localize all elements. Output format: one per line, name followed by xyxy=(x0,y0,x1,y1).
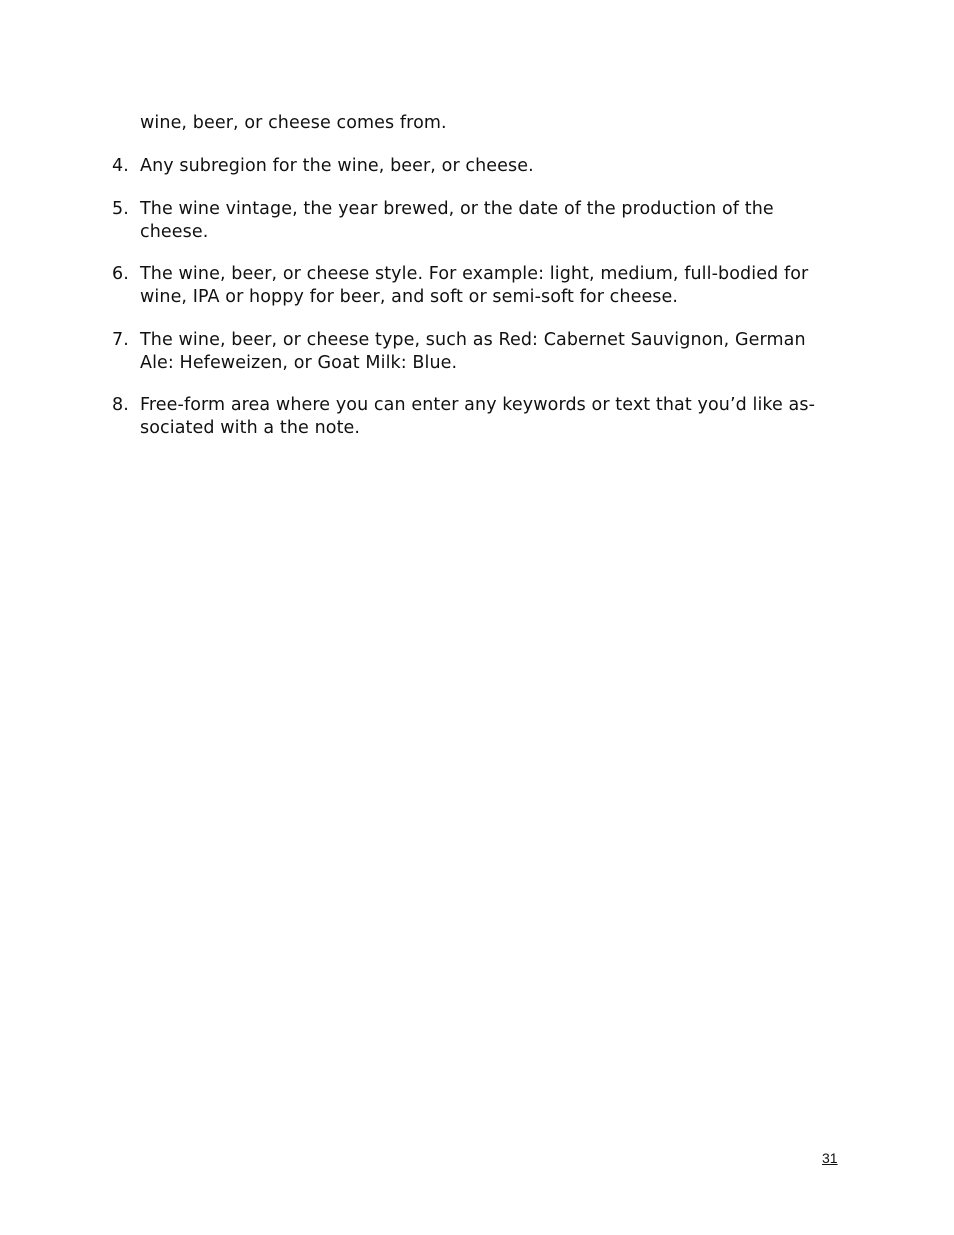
list-item-text: Free-form area where you can enter any keywords or text that you’d like as-sociated with a the note. xyxy=(140,395,816,438)
list-item-number: 6. xyxy=(112,264,129,284)
list-item-number: 7. xyxy=(112,329,129,350)
list-item-text: Any subregion for the wine, beer, or cheese. xyxy=(140,156,534,176)
list-item-text: The wine, beer, or cheese style. For example: light, medium, full-bodied for wine, IPA or hoppy for beer, and soft or semi-soft for cheese. xyxy=(140,264,809,307)
list-item xyxy=(112,329,840,375)
list-item xyxy=(112,263,840,309)
list-item-text: The wine vintage, the year brewed, or the date of the production of the cheese. xyxy=(140,198,774,242)
list-item xyxy=(112,155,840,178)
list-item-number: 4. xyxy=(112,156,129,176)
numbered-list xyxy=(112,155,840,460)
list-item-number: 8. xyxy=(112,395,129,415)
continuation-paragraph: wine, beer, or cheese comes from. xyxy=(140,113,447,133)
list-item-number: 5. xyxy=(112,198,129,219)
list-item xyxy=(112,198,840,244)
page-number: 31 xyxy=(822,1150,838,1166)
list-item xyxy=(112,394,840,440)
list-item-text: The wine, beer, or cheese type, such as Red: Cabernet Sauvignon, German Ale: Hefeweizen, or Goat Milk: Blue. xyxy=(140,329,806,373)
